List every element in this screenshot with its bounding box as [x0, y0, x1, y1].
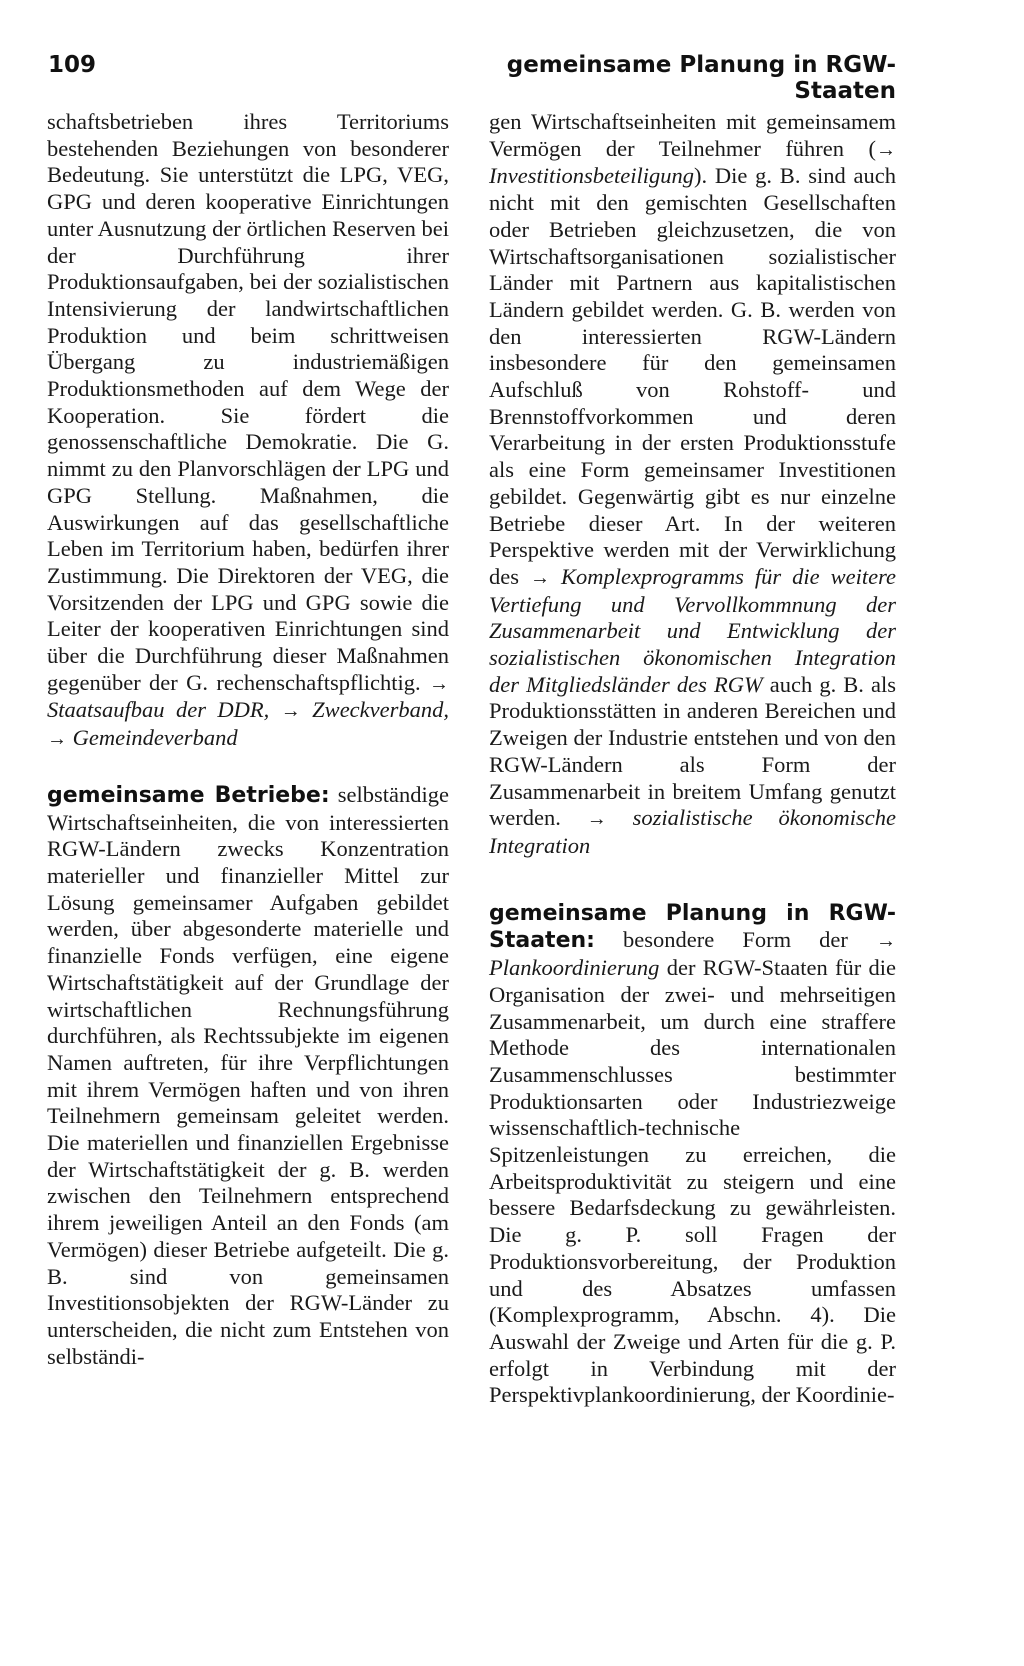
running-title: gemeinsame Planung in RGW-Staaten: [506, 52, 896, 104]
paragraph-text: gen Wirtschaftseinheiten mit gemeinsamem Vermögen der Teilnehmer führen (: [489, 109, 896, 161]
entry-headword: gemeinsame Betriebe:: [47, 782, 330, 808]
cross-reference-arrow-icon: →: [876, 138, 896, 161]
entry-headword: gemeinsame Planung in RGW-Staaten:: [489, 900, 896, 954]
cross-reference-link[interactable]: Komplexprogramms für die weitere Vertiefung und Vervollkommnung der Zusammenarbeit und Entwicklung der sozialistischen ökonomischen Integration der Mitgliedsländer des RGW: [489, 563, 897, 697]
cross-reference-arrow-icon: →: [280, 700, 301, 723]
entry-text: selbständige Wirtschaftseinheiten, die von interessierten RGW-Ländern zwecks Konzentration materieller und finanzieller Mittel zur Lösung gemeinsamer Aufgaben gebildet werden, über abgesonderte materielle und finanzielle Fonds verfügen, eine eigene Wirtschaftstätigkeit auf der Grundlage der wirtschaftlichen Rechnungsführung durchführen, als Rechtssubjekte im eigenen Namen auftreten, für ihre Verpflichtungen mit ihrem Vermögen haften und von ihren Teilnehmern gemeinsam geleitet werden. Die materiellen und finanziellen Ergebnisse der Wirtschaftstätigkeit der g. B. werden zwischen den Teilnehmern entsprechend ihrem jeweiligen Anteil an den Fonds (am Vermögen) dieser Betriebe aufgeteilt. Die g. B. sind von gemeinsamen Investitionsobjekten der RGW-Länder zu unterscheiden, die nicht zum Entstehen von selbständi-: [47, 781, 449, 1369]
cross-reference-arrow-icon: →: [876, 930, 897, 953]
continued-paragraph: [489, 109, 896, 860]
cross-reference-arrow-icon: →: [586, 808, 607, 831]
cross-reference-link[interactable]: Zweckverband,: [312, 697, 450, 723]
dictionary-entry: [47, 782, 449, 1370]
cross-reference-link[interactable]: Staatsaufbau der DDR,: [47, 697, 270, 723]
paragraph-text: auch g. B. als Produktionsstätten in anderen Bereichen und Zweigen der Industrie entstehen und von den RGW-Ländern als Form der Zusammenarbeit in breitem Umfang genutzt werden.: [489, 671, 896, 831]
paragraph-text: ). Die g. B. sind auch nicht mit den gemischten Gesellschaften oder Betrieben gleichzusetzen, die von Wirtschaftsorganisationen sozialistischer Länder mit Partnern aus kapitalistischen Ländern gebildet werden. G. B. werden von den interessierten RGW-Ländern insbesondere für den gemeinsamen Aufschluß von Rohstoff- und Brennstoffvorkommen und deren Verarbeitung in der ersten Produktionsstufe als eine Form gemeinsamer Investitionen gebildet. Gegenwärtig gibt es nur einzelne Betriebe dieser Art. In der weiteren Perspektive werden mit der Verwirklichung des: [489, 163, 896, 589]
cross-reference-arrow-icon: →: [47, 728, 67, 751]
right-column: [489, 109, 896, 1409]
left-column: [47, 109, 449, 1370]
cross-reference-link[interactable]: Gemeindeverband: [72, 725, 238, 751]
dictionary-entry: [489, 900, 896, 1409]
page-number: 109: [48, 52, 97, 78]
cross-reference-arrow-icon: →: [429, 672, 449, 695]
continued-paragraph: [47, 109, 449, 753]
cross-reference-link[interactable]: Investitionsbeteiligung: [489, 163, 694, 189]
entry-text: besondere Form der: [623, 927, 848, 953]
cross-reference-arrow-icon: →: [530, 566, 550, 589]
cross-reference-link[interactable]: sozialistische ökonomische Integration: [489, 805, 896, 858]
entry-text: der RGW-Staaten für die Organisation der zwei- und mehrseitigen Zusammenarbeit, um durch eine straffere Methode des internationalen Zusammenschlusses bestimmter Produktionsarten oder Industriezweige wissenschaftlich-technische Spitzenleistungen zu erreichen, die Arbeitsproduktivität zu steigern und eine bessere Bedarfsdeckung zu gewährleisten. Die g. P. soll Fragen der Produktionsvorbereitung, der Produktion und des Absatzes umfassen (Komplexprogramm, Abschn. 4). Die Auswahl der Zweige und Arten für die g. P. erfolgt in Verbindung mit der Perspektivplankoordinierung, der Koordinie-: [489, 955, 897, 1408]
paragraph-text: schaftsbetrieben ihres Territoriums bestehenden Beziehungen von besonderer Bedeutung. Sie unterstützt die LPG, VEG, GPG und deren kooperative Einrichtungen unter Ausnutzung der örtlichen Reserven bei der Durchführung ihrer Produktionsaufgaben, bei der sozialistischen Intensivierung der landwirtschaftlichen Produktion und beim schrittweisen Übergang zu industriemäßigen Produktionsmethoden auf dem Wege der Kooperation. Sie fördert die genossenschaftliche Demokratie. Die G. nimmt zu den Planvorschlägen der LPG und GPG Stellung. Maßnahmen, die Auswirkungen auf das gesellschaftliche Leben im Territorium haben, bedürfen ihrer Zustimmung. Die Direktoren der VEG, die Vorsitzenden der LPG und GPG sowie die Leiter der kooperativen Einrichtungen sind über die Durchführung dieser Maßnahmen gegenüber der G. rechenschaftspflichtig.: [47, 109, 449, 695]
cross-reference-link[interactable]: Plankoordinierung: [489, 955, 660, 981]
